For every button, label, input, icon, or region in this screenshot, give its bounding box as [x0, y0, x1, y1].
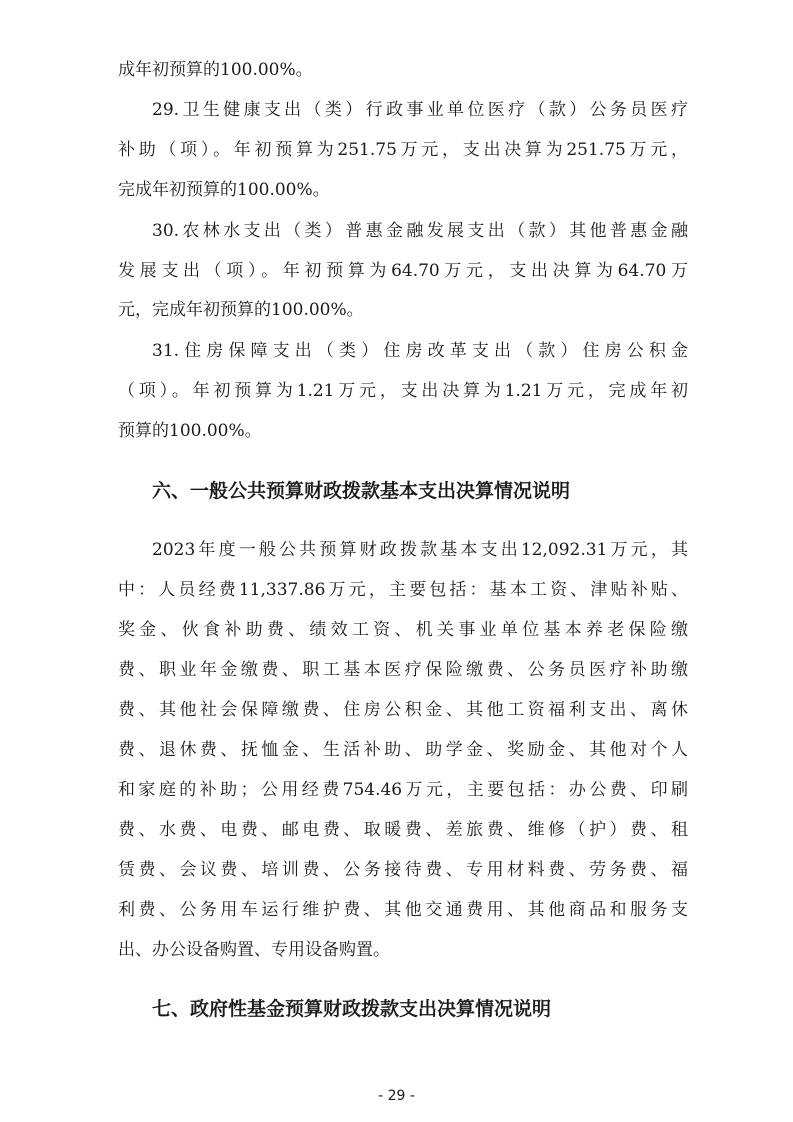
section-6-line: 费、其他社会保障缴费、住房公积金、其他工资福利支出、离休 — [118, 700, 688, 720]
item-30-line-3: 元，完成年初预算的100.00%。 — [118, 300, 364, 320]
section-6-line: 和家庭的补助；公用经费754.46万元，主要包括：办公费、印刷 — [118, 780, 688, 800]
item-30-line-2: 发展支出（项）。年初预算为64.70万元，支出决算为64.70万 — [118, 261, 688, 281]
section-6-line: 2023年度一般公共预算财政拨款基本支出12,092.31万元，其 — [152, 540, 688, 560]
section-6-line: 费、退休费、抚恤金、生活补助、助学金、奖励金、其他对个人 — [118, 740, 688, 760]
paragraph-line: 成年初预算的100.00%。 — [118, 60, 313, 80]
page-number: - 29 - — [378, 1088, 415, 1104]
section-6-line: 赁费、会议费、培训费、公务接待费、专用材料费、劳务费、福 — [118, 860, 688, 880]
section-6-line: 中：人员经费11,337.86万元，主要包括：基本工资、津贴补贴、 — [118, 580, 688, 600]
section-6-line: 利费、公务用车运行维护费、其他交通费用、其他商品和服务支 — [118, 900, 688, 920]
section-6-line: 费、水费、电费、邮电费、取暖费、差旅费、维修（护）费、租 — [118, 820, 688, 840]
item-30-line-1: 30.农林水支出（类）普惠金融发展支出（款）其他普惠金融 — [152, 221, 688, 241]
item-29-line-3: 完成年初预算的100.00%。 — [118, 180, 330, 200]
section-6-line: 出、办公设备购置、专用设备购置。 — [118, 940, 390, 960]
section-6-line: 费、职业年金缴费、职工基本医疗保险缴费、公务员医疗补助缴 — [118, 660, 688, 680]
section-6-heading: 六、一般公共预算财政拨款基本支出决算情况说明 — [152, 480, 571, 502]
item-29-line-1: 29.卫生健康支出（类）行政事业单位医疗（款）公务员医疗 — [152, 100, 688, 120]
section-7-heading: 七、政府性基金预算财政拨款支出决算情况说明 — [152, 998, 552, 1020]
item-31-line-3: 预算的100.00%。 — [118, 421, 262, 441]
item-29-line-2: 补助（项）。年初预算为251.75万元，支出决算为251.75万元， — [118, 140, 688, 160]
item-31-line-1: 31.住房保障支出（类）住房改革支出（款）住房公积金 — [152, 341, 688, 361]
item-31-line-2: （项）。年初预算为1.21万元，支出决算为1.21万元，完成年初 — [118, 381, 688, 401]
section-6-line: 奖金、伙食补助费、绩效工资、机关事业单位基本养老保险缴 — [118, 620, 688, 640]
